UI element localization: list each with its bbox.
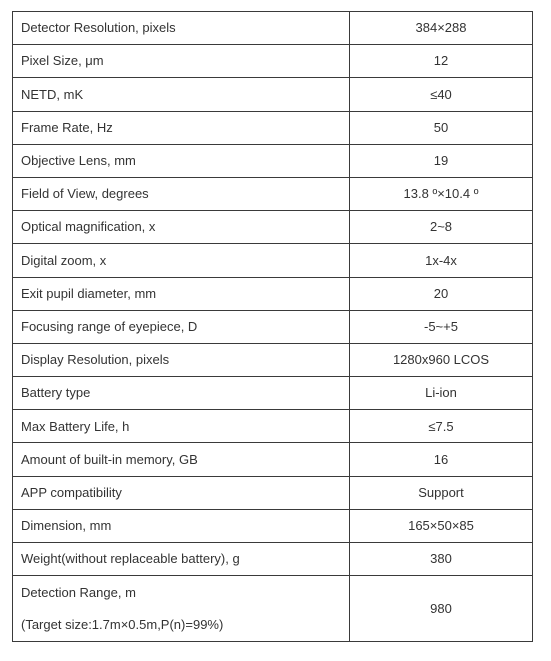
- spec-value: 16: [350, 443, 533, 476]
- table-row: [13, 543, 533, 576]
- spec-table: [12, 11, 533, 642]
- table-row: [13, 177, 533, 210]
- spec-label: Amount of built-in memory, GB: [13, 443, 350, 476]
- table-row: [13, 45, 533, 78]
- spec-label: Detector Resolution, pixels: [13, 12, 350, 45]
- spec-label: NETD, mK: [13, 78, 350, 111]
- table-row: [13, 12, 533, 45]
- spec-value: 2~8: [350, 211, 533, 244]
- spec-value: 20: [350, 277, 533, 310]
- table-row: [13, 111, 533, 144]
- spec-label: Pixel Size, μm: [13, 45, 350, 78]
- spec-value: 1x-4x: [350, 244, 533, 277]
- spec-label: Max Battery Life, h: [13, 410, 350, 443]
- spec-label: Exit pupil diameter, mm: [13, 277, 350, 310]
- table-row: [13, 443, 533, 476]
- table-row: [13, 343, 533, 376]
- spec-label: Focusing range of eyepiece, D: [13, 310, 350, 343]
- spec-value: 19: [350, 144, 533, 177]
- spec-label: Display Resolution, pixels: [13, 343, 350, 376]
- spec-label: Digital zoom, x: [13, 244, 350, 277]
- spec-label: Battery type: [13, 377, 350, 410]
- table-row: [13, 310, 533, 343]
- table-row: [13, 78, 533, 111]
- spec-value: 12: [350, 45, 533, 78]
- spec-value: 1280x960 LCOS: [350, 343, 533, 376]
- table-row: [13, 277, 533, 310]
- spec-value: 980: [350, 576, 533, 642]
- table-row: [13, 211, 533, 244]
- spec-value: ≤40: [350, 78, 533, 111]
- spec-value: ≤7.5: [350, 410, 533, 443]
- spec-label: Frame Rate, Hz: [13, 111, 350, 144]
- spec-value: Support: [350, 476, 533, 509]
- table-row: [13, 509, 533, 542]
- spec-value: 384×288: [350, 12, 533, 45]
- spec-label: Optical magnification, x: [13, 211, 350, 244]
- spec-label: Weight(without replaceable battery), g: [13, 543, 350, 576]
- spec-value: -5~+5: [350, 310, 533, 343]
- spec-label-cell: [13, 576, 350, 642]
- spec-value: Li-ion: [350, 377, 533, 410]
- spec-sublabel: (Target size:1.7m×0.5m,P(n)=99%): [21, 616, 224, 632]
- spec-value: 13.8 º×10.4 º: [350, 177, 533, 210]
- spec-value: 380: [350, 543, 533, 576]
- table-row: [13, 377, 533, 410]
- table-row: [13, 244, 533, 277]
- spec-label: Field of View, degrees: [13, 177, 350, 210]
- table-row: [13, 576, 533, 642]
- table-row: [13, 410, 533, 443]
- spec-label: Objective Lens, mm: [13, 144, 350, 177]
- spec-label: Dimension, mm: [13, 509, 350, 542]
- spec-label: Detection Range, m: [21, 585, 136, 601]
- spec-label: APP compatibility: [13, 476, 350, 509]
- spec-value: 50: [350, 111, 533, 144]
- spec-value: 165×50×85: [350, 509, 533, 542]
- table-row: [13, 476, 533, 509]
- table-row: [13, 144, 533, 177]
